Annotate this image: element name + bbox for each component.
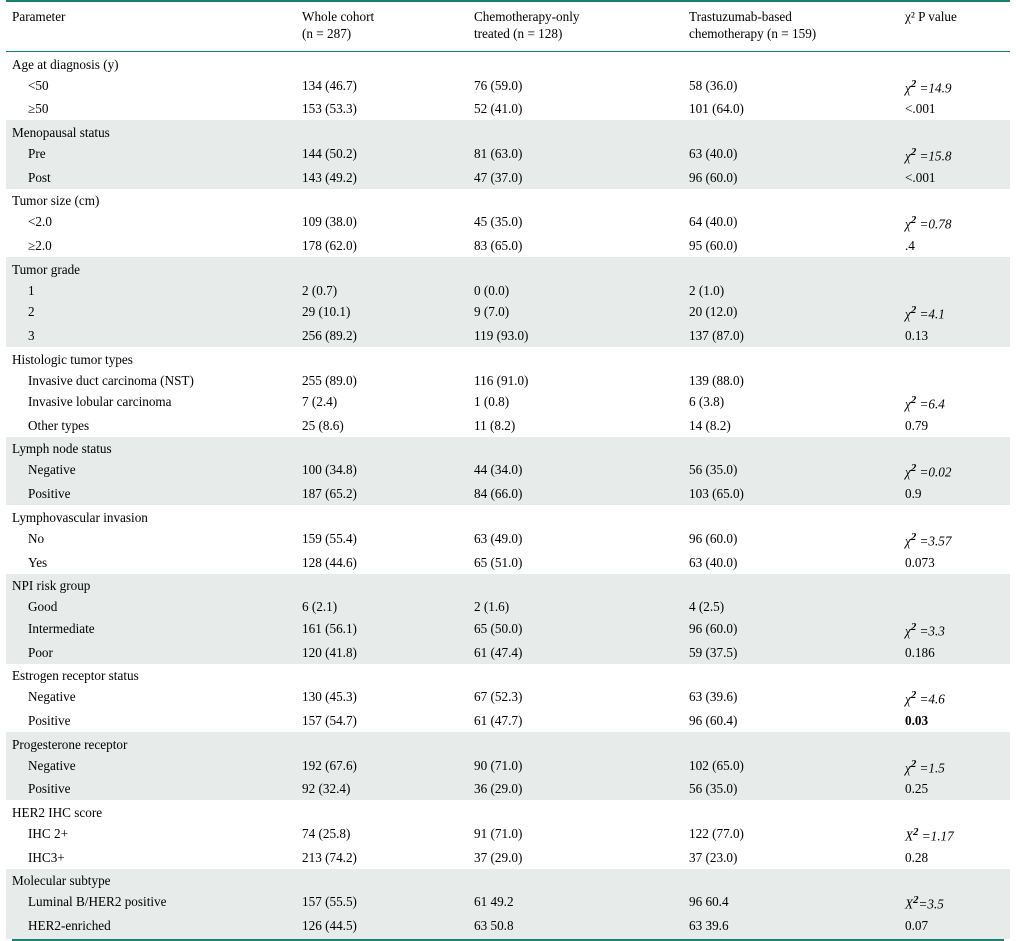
column-header-trastuzumab-based-line2: chemotherapy (n = 159) (689, 25, 817, 41)
row-label: Other types (28, 417, 90, 433)
value-trastuzumab-based: 63 (39.6) (689, 689, 738, 705)
value-chemotherapy-only: 76 (59.0) (474, 77, 523, 93)
value-p: 0.186 (899, 642, 1010, 664)
value-whole-cohort: 187 (65.2) (296, 484, 468, 506)
group-header-spacer (899, 257, 1010, 280)
value-trastuzumab-based: 63 (40.0) (683, 143, 899, 167)
row-label: HER2-enriched (6, 916, 296, 939)
table-row (6, 236, 1010, 258)
table-row (6, 99, 1010, 121)
value-trastuzumab-based: 96 60.4 (683, 892, 899, 916)
group-header-spacer (468, 52, 683, 76)
value-p: 0.073 (905, 554, 935, 570)
value-p: <.001 (905, 101, 936, 117)
value-trastuzumab-based: 4 (2.5) (683, 597, 899, 619)
row-label: 2 (6, 302, 296, 326)
value-trastuzumab-based: 102 (65.0) (683, 755, 899, 779)
value-trastuzumab-based: 101 (64.0) (689, 101, 744, 117)
value-p: $\chi^2 =14.9$ (905, 77, 952, 95)
group-header-spacer (296, 505, 468, 528)
table-group-header-row (6, 437, 1010, 460)
row-label: No (28, 530, 45, 546)
group-title: Estrogen receptor status (12, 668, 139, 684)
table-row (6, 642, 1010, 664)
table-row (6, 460, 1010, 484)
value-chemotherapy-only: 37 (29.0) (474, 849, 523, 865)
value-chemotherapy-only: 116 (91.0) (474, 372, 529, 388)
group-title: Lymph node status (6, 437, 296, 460)
value-p: .4 (905, 238, 915, 254)
group-header-spacer (683, 347, 899, 370)
value-p: 0.07 (899, 916, 1010, 939)
value-p: $X^2=3.5$ (899, 892, 1010, 916)
group-header-spacer (899, 505, 1010, 528)
table-row (6, 755, 1010, 779)
column-header-chemotherapy-only (468, 1, 683, 52)
value-trastuzumab-based: 6 (3.8) (689, 394, 725, 410)
group-header-spacer (296, 347, 468, 370)
value-p: $\chi^2 =3.3$ (899, 618, 1010, 642)
group-header-spacer (296, 869, 468, 892)
group-title: Lymphovascular invasion (12, 509, 148, 525)
table-row (6, 484, 1010, 506)
value-whole-cohort: 130 (45.3) (302, 689, 357, 705)
row-label: <2.0 (28, 214, 52, 230)
value-whole-cohort: 126 (44.5) (296, 916, 468, 939)
value-trastuzumab-based: 139 (88.0) (689, 372, 744, 388)
value-trastuzumab-based: 58 (36.0) (689, 77, 738, 93)
column-header-parameter (6, 1, 296, 52)
row-label: 1 (6, 280, 296, 302)
table-group-header-row (6, 574, 1010, 597)
group-header-spacer (899, 574, 1010, 597)
value-chemotherapy-only: 61 49.2 (468, 892, 683, 916)
group-header-spacer (683, 869, 899, 892)
table-row (6, 711, 1010, 733)
value-trastuzumab-based: 96 (60.4) (689, 713, 738, 729)
group-header-spacer (468, 257, 683, 280)
table-group-header-row (6, 257, 1010, 280)
table-group-header-row (6, 664, 1010, 687)
value-whole-cohort: 92 (32.4) (296, 779, 468, 801)
value-chemotherapy-only: 83 (65.0) (474, 238, 523, 254)
group-title: Tumor grade (6, 257, 296, 280)
group-title: Molecular subtype (6, 869, 296, 892)
value-whole-cohort: 134 (46.7) (302, 77, 357, 93)
group-header-spacer (683, 505, 899, 528)
value-p: $\chi^2 =3.57$ (905, 530, 952, 549)
group-title: Menopausal status (6, 120, 296, 143)
row-label: Poor (6, 642, 296, 664)
row-label: <50 (28, 77, 49, 93)
table-row (6, 687, 1010, 711)
row-label: 3 (6, 326, 296, 348)
value-p (899, 370, 1010, 392)
row-label: ≥2.0 (28, 238, 52, 254)
group-header-spacer (468, 189, 683, 212)
value-whole-cohort: 255 (89.0) (302, 372, 357, 388)
row-label: Pre (6, 143, 296, 167)
value-chemotherapy-only: 67 (52.3) (474, 689, 523, 705)
table-header-row (6, 1, 1010, 52)
value-whole-cohort: 157 (54.7) (302, 713, 357, 729)
group-header-spacer (296, 257, 468, 280)
row-label: Post (6, 167, 296, 189)
value-p: $\chi^2 =0.02$ (899, 460, 1010, 484)
row-label: Negative (6, 460, 296, 484)
value-chemotherapy-only: 1 (0.8) (474, 394, 510, 410)
value-trastuzumab-based: 63 39.6 (683, 916, 899, 939)
value-p: 0.9 (899, 484, 1010, 506)
row-label: Intermediate (6, 618, 296, 642)
table-group-header-row (6, 120, 1010, 143)
value-trastuzumab-based: 56 (35.0) (683, 460, 899, 484)
table-row (6, 916, 1010, 939)
group-header-spacer (468, 574, 683, 597)
value-chemotherapy-only: 61 (47.4) (468, 642, 683, 664)
value-chemotherapy-only: 44 (34.0) (468, 460, 683, 484)
table-row (6, 779, 1010, 801)
value-trastuzumab-based: 56 (35.0) (683, 779, 899, 801)
value-whole-cohort: 153 (53.3) (302, 101, 357, 117)
group-header-spacer (899, 52, 1010, 76)
group-header-spacer (468, 347, 683, 370)
value-whole-cohort: 7 (2.4) (302, 394, 338, 410)
group-header-spacer (296, 120, 468, 143)
value-whole-cohort: 178 (62.0) (302, 238, 357, 254)
group-header-spacer (899, 437, 1010, 460)
table-row (6, 280, 1010, 302)
patient-characteristics-table (6, 0, 1010, 939)
value-chemotherapy-only: 2 (1.6) (468, 597, 683, 619)
value-whole-cohort: 29 (10.1) (296, 302, 468, 326)
group-header-spacer (899, 664, 1010, 687)
value-trastuzumab-based: 14 (8.2) (689, 417, 731, 433)
value-whole-cohort: 120 (41.8) (296, 642, 468, 664)
row-label: Luminal B/HER2 positive (6, 892, 296, 916)
value-trastuzumab-based: 122 (77.0) (689, 825, 744, 841)
group-header-spacer (683, 120, 899, 143)
value-whole-cohort: 144 (50.2) (296, 143, 468, 167)
value-whole-cohort: 256 (89.2) (296, 326, 468, 348)
table-row (6, 892, 1010, 916)
group-title: Tumor size (cm) (12, 193, 100, 209)
group-header-spacer (899, 732, 1010, 755)
group-header-spacer (296, 664, 468, 687)
table-group-header-row (6, 505, 1010, 528)
group-header-spacer (296, 52, 468, 76)
group-header-spacer (683, 732, 899, 755)
table-group-header-row (6, 52, 1010, 76)
value-p: <.001 (899, 167, 1010, 189)
table-row (6, 847, 1010, 869)
value-whole-cohort: 213 (74.2) (302, 849, 357, 865)
table-row (6, 302, 1010, 326)
value-chemotherapy-only: 47 (37.0) (468, 167, 683, 189)
value-p: $\chi^2 =4.6$ (905, 689, 945, 707)
column-header-p-value-line1: χ² P value (905, 9, 957, 24)
table-row (6, 552, 1010, 574)
column-header-trastuzumab-based-line1: Trastuzumab-based (689, 9, 792, 24)
table-row (6, 75, 1010, 99)
group-header-spacer (468, 664, 683, 687)
value-p (899, 597, 1010, 619)
table-group-header-row (6, 347, 1010, 370)
group-header-spacer (683, 437, 899, 460)
value-whole-cohort: 25 (8.6) (302, 417, 344, 433)
value-trastuzumab-based: 137 (87.0) (683, 326, 899, 348)
table-row (6, 392, 1010, 416)
group-header-spacer (899, 347, 1010, 370)
table-row (6, 415, 1010, 437)
group-title: HER2 IHC score (12, 804, 103, 820)
group-header-spacer (296, 574, 468, 597)
value-whole-cohort: 143 (49.2) (296, 167, 468, 189)
column-header-trastuzumab-based (683, 1, 899, 52)
group-title: Histologic tumor types (12, 351, 133, 367)
value-chemotherapy-only: 84 (66.0) (468, 484, 683, 506)
value-p: 0.03 (905, 713, 929, 729)
column-header-whole-cohort-line1: Whole cohort (302, 9, 375, 24)
value-p: 0.28 (905, 849, 929, 865)
row-label: IHC 2+ (28, 825, 69, 841)
value-p: 0.13 (899, 326, 1010, 348)
group-header-spacer (899, 869, 1010, 892)
table-group-header-row (6, 732, 1010, 755)
value-chemotherapy-only: 65 (51.0) (474, 554, 523, 570)
value-trastuzumab-based: 37 (23.0) (689, 849, 738, 865)
value-p: $\chi^2 =1.5$ (899, 755, 1010, 779)
group-title: NPI risk group (6, 574, 296, 597)
value-trastuzumab-based: 59 (37.5) (683, 642, 899, 664)
group-header-spacer (296, 189, 468, 212)
value-chemotherapy-only: 36 (29.0) (468, 779, 683, 801)
group-header-spacer (468, 800, 683, 823)
row-label: Positive (28, 713, 71, 729)
row-label: Positive (6, 779, 296, 801)
value-chemotherapy-only: 63 (49.0) (474, 530, 523, 546)
value-whole-cohort: 100 (34.8) (296, 460, 468, 484)
value-p: $\chi^2 =0.78$ (905, 214, 952, 232)
value-whole-cohort: 157 (55.5) (296, 892, 468, 916)
value-trastuzumab-based: 95 (60.0) (689, 238, 738, 254)
row-label: Invasive duct carcinoma (NST) (28, 372, 194, 388)
row-label: ≥50 (28, 101, 49, 117)
table-body (6, 52, 1010, 939)
value-whole-cohort: 161 (56.1) (296, 618, 468, 642)
value-trastuzumab-based: 96 (60.0) (683, 618, 899, 642)
value-chemotherapy-only: 119 (93.0) (468, 326, 683, 348)
table-row (6, 823, 1010, 847)
row-label: Negative (28, 689, 76, 705)
group-header-spacer (683, 257, 899, 280)
value-whole-cohort: 109 (38.0) (302, 214, 357, 230)
row-label: Good (6, 597, 296, 619)
value-whole-cohort: 128 (44.6) (302, 554, 357, 570)
value-trastuzumab-based: 20 (12.0) (683, 302, 899, 326)
group-header-spacer (683, 189, 899, 212)
value-chemotherapy-only: 63 50.8 (468, 916, 683, 939)
value-p: $X^2 =1.17$ (905, 825, 954, 844)
group-title: Age at diagnosis (y) (12, 56, 119, 72)
table-group-header-row (6, 189, 1010, 212)
value-chemotherapy-only: 45 (35.0) (474, 214, 523, 230)
value-chemotherapy-only: 0 (0.0) (468, 280, 683, 302)
value-p: $\chi^2 =6.4$ (905, 394, 945, 412)
row-label: Negative (6, 755, 296, 779)
group-header-spacer (296, 800, 468, 823)
value-trastuzumab-based: 103 (65.0) (683, 484, 899, 506)
value-chemotherapy-only: 91 (71.0) (474, 825, 523, 841)
value-p: $\chi^2 =4.1$ (899, 302, 1010, 326)
value-trastuzumab-based: 64 (40.0) (689, 214, 738, 230)
group-header-spacer (468, 732, 683, 755)
value-chemotherapy-only: 65 (50.0) (468, 618, 683, 642)
value-p (899, 280, 1010, 302)
value-whole-cohort: 2 (0.7) (296, 280, 468, 302)
value-chemotherapy-only: 11 (8.2) (474, 417, 516, 433)
table-group-header-row (6, 869, 1010, 892)
column-header-whole-cohort (296, 1, 468, 52)
row-label: Invasive lobular carcinoma (28, 394, 172, 410)
value-chemotherapy-only: 61 (47.7) (474, 713, 523, 729)
table-row (6, 370, 1010, 392)
value-p: 0.25 (899, 779, 1010, 801)
value-p: 0.79 (905, 417, 929, 433)
column-header-whole-cohort-line2: (n = 287) (302, 25, 352, 41)
value-chemotherapy-only: 9 (7.0) (468, 302, 683, 326)
table-group-header-row (6, 800, 1010, 823)
table-row (6, 326, 1010, 348)
group-header-spacer (296, 732, 468, 755)
table-row (6, 528, 1010, 552)
column-header-p-value (899, 1, 1010, 52)
row-label: Positive (6, 484, 296, 506)
column-header-parameter-line1: Parameter (12, 9, 66, 24)
value-whole-cohort: 6 (2.1) (296, 597, 468, 619)
table-row (6, 618, 1010, 642)
group-title: Progesterone receptor (6, 732, 296, 755)
value-chemotherapy-only: 90 (71.0) (468, 755, 683, 779)
table-bottom-rule (12, 939, 1004, 941)
group-header-spacer (468, 869, 683, 892)
row-label: IHC3+ (28, 849, 65, 865)
column-header-chemotherapy-only-line1: Chemotherapy-only (474, 9, 580, 24)
value-trastuzumab-based: 96 (60.0) (689, 530, 738, 546)
table-row (6, 143, 1010, 167)
group-header-spacer (468, 120, 683, 143)
value-trastuzumab-based: 96 (60.0) (683, 167, 899, 189)
table-row (6, 212, 1010, 236)
column-header-chemotherapy-only-line2: treated (n = 128) (474, 25, 563, 41)
table-row (6, 597, 1010, 619)
value-p: $\chi^2 =15.8$ (899, 143, 1010, 167)
value-whole-cohort: 159 (55.4) (302, 530, 357, 546)
table-header (6, 1, 1010, 52)
group-header-spacer (468, 505, 683, 528)
group-header-spacer (899, 800, 1010, 823)
group-header-spacer (468, 437, 683, 460)
value-trastuzumab-based: 63 (40.0) (689, 554, 738, 570)
group-header-spacer (296, 437, 468, 460)
group-header-spacer (899, 120, 1010, 143)
value-trastuzumab-based: 2 (1.0) (683, 280, 899, 302)
group-header-spacer (683, 52, 899, 76)
value-whole-cohort: 192 (67.6) (296, 755, 468, 779)
table-row (6, 167, 1010, 189)
row-label: Yes (28, 554, 48, 570)
value-chemotherapy-only: 81 (63.0) (468, 143, 683, 167)
group-header-spacer (899, 189, 1010, 212)
value-chemotherapy-only: 52 (41.0) (474, 101, 523, 117)
value-whole-cohort: 74 (25.8) (302, 825, 351, 841)
group-header-spacer (683, 800, 899, 823)
group-header-spacer (683, 574, 899, 597)
group-header-spacer (683, 664, 899, 687)
